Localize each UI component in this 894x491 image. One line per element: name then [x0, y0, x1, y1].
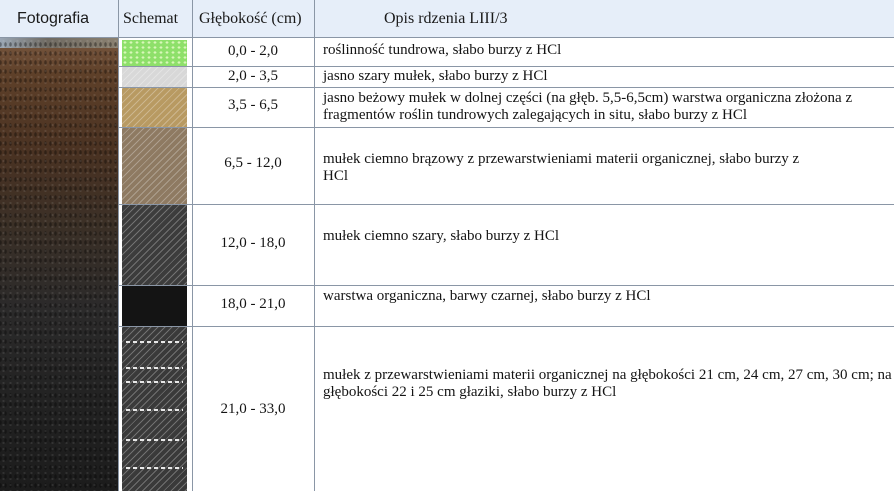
layer-description: jasno beżowy mułek w dolnej części (na głęb. 5,5-6,5cm) warstwa organiczna złożona z fragmentów roślin tundrowych zalegających in situ, słabo burzy z HCl: [323, 90, 853, 123]
schema-layer-2: [122, 67, 187, 87]
layer-row-1: [192, 38, 894, 66]
layer-description: warstwa organiczna, barwy czarnej, słabo burzy z HCl: [323, 288, 651, 304]
schema-marker: [126, 439, 183, 441]
layer-depth: 0,0 - 2,0: [228, 43, 278, 59]
layer-depth: 3,5 - 6,5: [228, 97, 278, 113]
header-description: Opis rdzenia LIII/3: [314, 0, 894, 38]
layer-description: jasno szary mułek, słabo burzy z HCl: [323, 68, 548, 84]
schema-marker: [126, 367, 183, 369]
layer-depth: 2,0 - 3,5: [228, 68, 278, 84]
layer-row-6: [192, 286, 894, 326]
layer-row-4: [192, 128, 894, 204]
layer-description: mułek ciemno brązowy z przewarstwieniami materii organicznej, słabo burzy z HCl: [323, 151, 800, 184]
photo-texture: [0, 38, 118, 491]
header-schema: Schemat: [118, 0, 192, 38]
schema-marker: [126, 467, 183, 469]
schema-layer-4: [122, 128, 187, 205]
schema-layer-6: [122, 286, 187, 327]
layer-description: roślinność tundrowa, słabo burzy z HCl: [323, 42, 562, 58]
layer-row-2: [192, 67, 894, 87]
layer-row-7: [192, 327, 894, 491]
core-photograph: [0, 38, 118, 491]
schema-layer-3: [122, 88, 187, 128]
layer-description: mułek ciemno szary, słabo burzy z HCl: [323, 228, 560, 244]
schema-layer-5: [122, 205, 187, 286]
layer-depth: 18,0 - 21,0: [220, 296, 286, 312]
layer-depth: 12,0 - 18,0: [220, 235, 286, 251]
layer-description: mułek z przewarstwieniami materii organicznej na głębokości 21 cm, 24 cm, 27 cm, 30 cm; na głębokości 22 i 25 cm głaziki, słabo burzy z HCl: [323, 367, 892, 400]
schema-marker: [126, 381, 183, 383]
column-divider: [118, 0, 119, 491]
header-photo: Fotografia: [0, 0, 118, 38]
layer-depth: 21,0 - 33,0: [220, 401, 286, 417]
schema-marker: [126, 409, 183, 411]
layer-row-3: [192, 88, 894, 127]
header-depth: Głębokość (cm): [192, 0, 314, 38]
layer-depth: 6,5 - 12,0: [224, 155, 282, 171]
layer-row-5: [192, 205, 894, 285]
schema-layer-1: [122, 40, 187, 67]
schema-layer-7: [122, 327, 187, 491]
schema-marker: [126, 341, 183, 343]
